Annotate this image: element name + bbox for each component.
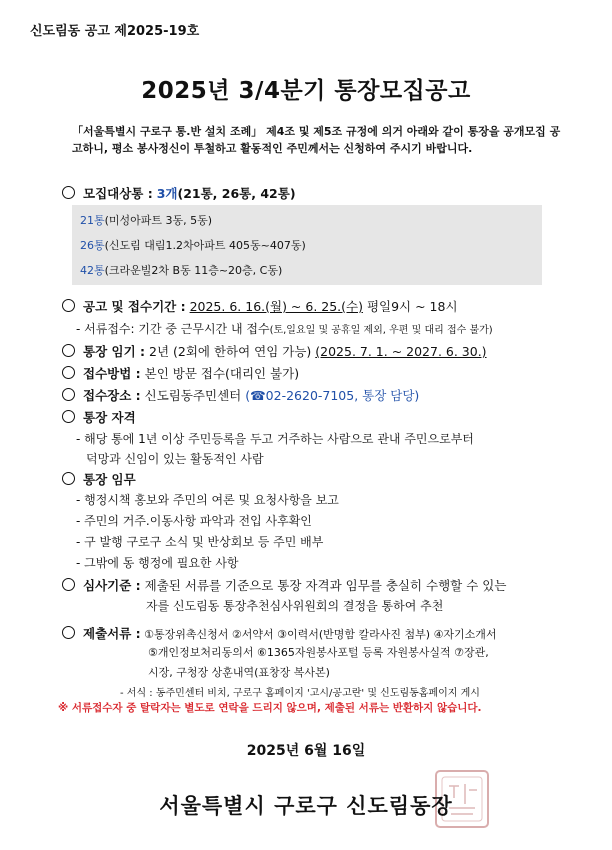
- term-dates: (2025. 7. 1. ~ 2027. 6. 30.): [315, 344, 487, 359]
- bullet-circle-icon: [62, 366, 75, 379]
- term-label: 통장 임기 :: [83, 344, 146, 359]
- duty-line: - 그밖에 동 행정에 필요한 사항: [76, 556, 239, 570]
- documents-format-note: - 서식 : 동주민센터 비치, 구로구 홈페이지 '고시/공고란' 및 신도림동홈페이지 게시: [120, 688, 480, 699]
- announcement-date: 2025년 6월 16일: [246, 743, 366, 759]
- method-value: 본인 방문 접수(대리인 불가): [140, 366, 300, 381]
- qualification-line: - 해당 통에 1년 이상 주민등록을 두고 거주하는 사람으로 관내 주민으로부터: [76, 432, 474, 446]
- recruit-tong-list: (21통, 26통, 42통): [177, 186, 296, 201]
- duty-line: - 구 발행 구로구 소식 및 반상회보 등 주민 배부: [76, 535, 324, 549]
- bullet-circle-icon: [62, 344, 75, 357]
- document-number: 신도림동 공고 제2025-19호: [30, 24, 200, 39]
- period-value: 2025. 6. 16.(월) ~ 6. 25.(수): [189, 299, 363, 314]
- term-value: 2년 (2회에 한하여 연임 가능): [145, 344, 316, 359]
- place-row: [62, 386, 419, 404]
- bullet-circle-icon: [62, 578, 75, 591]
- target-item: [80, 237, 306, 253]
- documents-line: ⑤개인정보처리동의서 ⑥1365자원봉사포털 등록 자원봉사실적 ⑦장관,: [148, 646, 489, 659]
- target-desc: (신도림 대림1.2차아파트 405동~407동): [104, 239, 306, 252]
- place-phone: (☎02-2620-7105, 통장 담당): [245, 388, 420, 403]
- qualification-heading: [62, 408, 136, 426]
- qualification-label: 통장 자격: [83, 410, 136, 425]
- recruit-count: 3개: [156, 186, 178, 201]
- notice-warning: ※ 서류접수자 중 탈락자는 별도로 연락을 드리지 않으며, 제출된 서류는 반환하지 않습니다.: [58, 702, 482, 714]
- duty-line: - 주민의 거주.이동사항 파악과 전입 사후확인: [76, 514, 312, 528]
- method-row: [62, 364, 299, 382]
- documents-line: 시장, 구청장 상훈내역(표창장 복사본): [148, 666, 330, 679]
- period-row: [62, 297, 458, 315]
- qualification-line: 덕망과 신임이 있는 활동적인 사람: [86, 452, 264, 466]
- target-item: [80, 262, 282, 278]
- criteria-label: 심사기준 :: [83, 578, 141, 593]
- term-row: [62, 342, 487, 360]
- intro-paragraph: 「서울특별시 구로구 통.반 설치 조례」 제4조 및 제5조 규정에 의거 아래와 같이 통장을 공개모집 공고하니, 평소 봉사정신이 투철하고 활동적인 주민께서는 신청하여 주시기 바랍니다.: [72, 125, 561, 155]
- criteria-line: 제출된 서류를 기준으로 통장 자격과 임무를 충실히 수행할 수 있는: [140, 578, 507, 593]
- period-label: 공고 및 접수기간 :: [83, 299, 186, 314]
- page-title: 2025년 3/4분기 통장모집공고: [141, 78, 471, 104]
- duty-line: - 행정시책 홍보와 주민의 여론 및 요청사항을 보고: [76, 493, 339, 507]
- period-hours: 평일9시 ~ 18시: [362, 299, 458, 314]
- documents-label: 제출서류 :: [83, 626, 141, 641]
- method-label: 접수방법 :: [83, 366, 141, 381]
- place-value: 신도림동주민센터: [140, 388, 246, 403]
- target-tong: 26통: [80, 239, 105, 252]
- criteria-row: [62, 576, 506, 594]
- bullet-circle-icon: [62, 410, 75, 423]
- signature: 서울특별시 구로구 신도림동장: [159, 794, 453, 818]
- bullet-circle-icon: [62, 472, 75, 485]
- bullet-circle-icon: [62, 626, 75, 639]
- duties-heading: [62, 470, 136, 488]
- period-sub-label: - 서류접수: 기간 중 근무시간 내 접수: [76, 322, 270, 336]
- documents-row: [62, 624, 497, 642]
- bullet-circle-icon: [62, 186, 75, 199]
- target-desc: (미성아파트 3동, 5동): [104, 214, 213, 227]
- period-sub-row: [76, 320, 493, 337]
- target-tong: 21통: [80, 214, 105, 227]
- criteria-line: 자를 신도림동 통장추천심사위원회의 결정을 통하여 추천: [146, 599, 444, 613]
- recruit-target-row: [62, 184, 296, 202]
- duties-label: 통장 임무: [83, 472, 136, 487]
- target-desc: (크라운빌2차 B동 11층~20층, C동): [104, 264, 283, 277]
- bullet-circle-icon: [62, 388, 75, 401]
- bullet-circle-icon: [62, 299, 75, 312]
- place-label: 접수장소 :: [83, 388, 141, 403]
- recruit-target-label: 모집대상통 :: [83, 186, 153, 201]
- period-sub-note: (토,일요일 및 공휴일 제외, 우편 및 대리 접수 불가): [269, 325, 493, 336]
- target-tong: 42통: [80, 264, 105, 277]
- target-item: [80, 212, 212, 228]
- documents-line: ①통장위촉신청서 ②서약서 ③이력서(반명함 칼라사진 첨부) ④자기소개서: [140, 628, 497, 641]
